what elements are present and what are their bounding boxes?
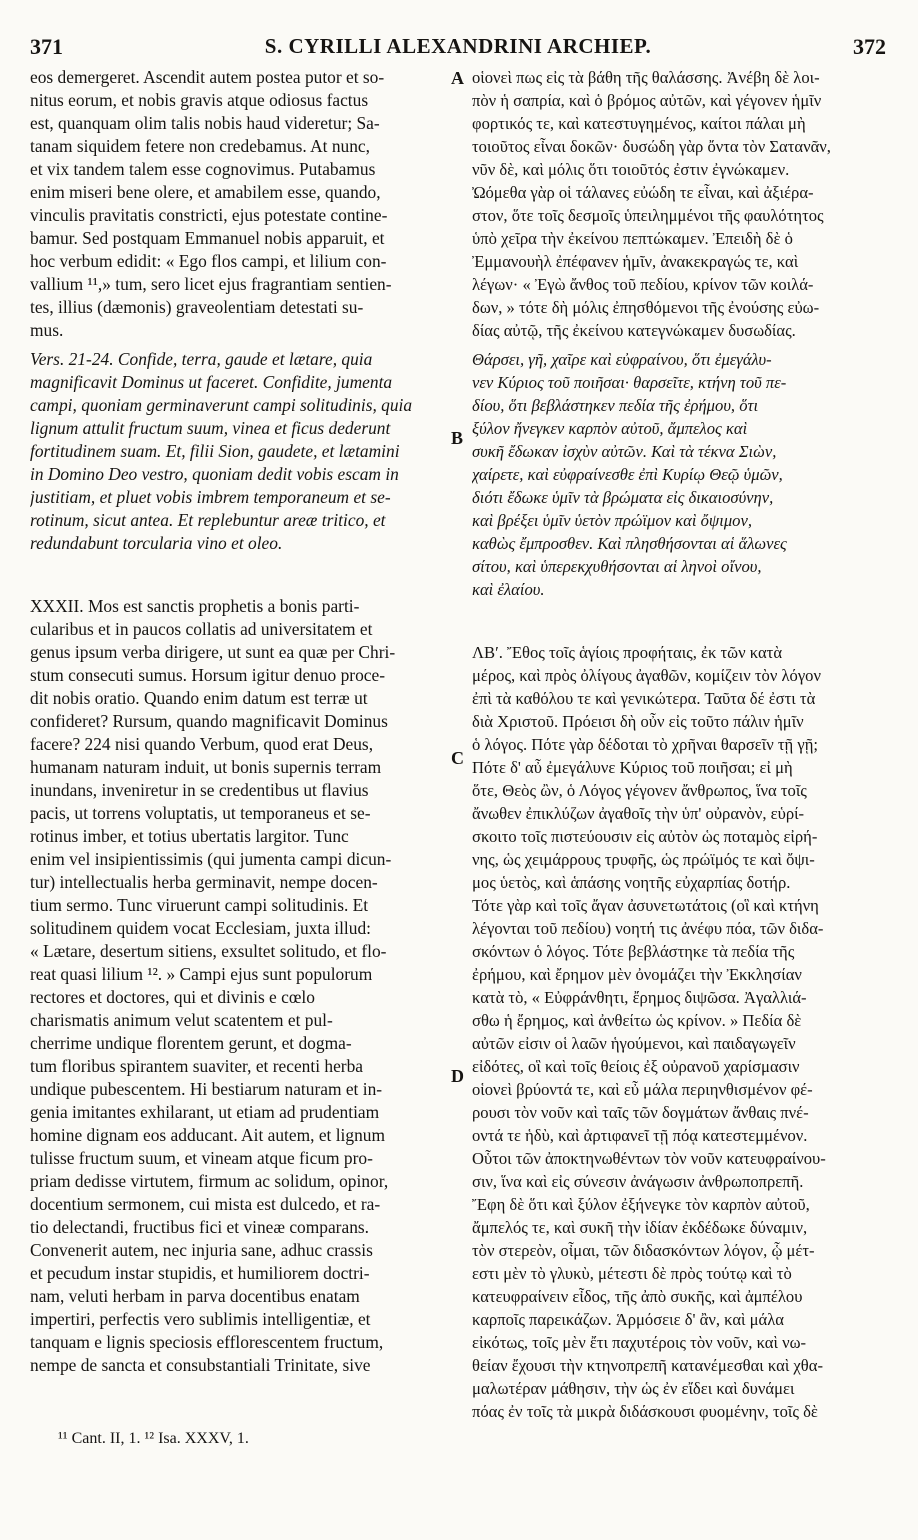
text-line: εἰκότως, τοῖς μὲν ἔτι παχυτέροις τὸν νοῦν, καὶ νω- xyxy=(472,1333,807,1352)
text-line: hoc verbum edidit: « Ego flos campi, et lilium con- xyxy=(30,251,387,271)
text-line: stum consecuti sumus. Horsum igitur denuo proce- xyxy=(30,665,386,685)
text-line: Vers. 21-24. Confide, terra, gaude et lætare, quia xyxy=(30,349,373,369)
text-line: Ἐμμανουὴλ ἐπέφανεν ἡμῖν, ἀνακεκραγώς τε, καὶ xyxy=(472,252,799,271)
text-line: rotinus imber, et totius ubertatis largitor. Tunc xyxy=(30,826,349,846)
text-line: εἰδότες, οἳ καὶ τοῖς θείοις ἐξ οὐρανοῦ χαρίσμασιν xyxy=(472,1057,800,1076)
text-line: mus. xyxy=(30,320,64,340)
text-line: συκῆ ἔδωκαν ἰσχὺν αὐτῶν. Καὶ τὰ τέκνα Σιὼν, xyxy=(472,442,777,461)
text-line: στον, ὅτε τοῖς δεσμοῖς ὑπειλημμένοι τῆς φαυλότητος xyxy=(472,206,824,225)
text-line: genia imitantes exhilarant, ut etiam ad prudentiam xyxy=(30,1102,380,1122)
text-line: οντά τε ἡδὺ, καὶ ἀρτιφανεῖ τῇ πόᾳ κατεστεμμένον. xyxy=(472,1126,808,1145)
text-line: « Lætare, desertum sitiens, exsultet solitudo, et flo- xyxy=(30,941,387,961)
text-line: nam, veluti herbam in parva docentibus enatam xyxy=(30,1286,360,1306)
text-line: tanam siquidem fetere non credebamus. At nunc, xyxy=(30,136,370,156)
text-line: homine dignam eos adducant. Ait autem, et lignum xyxy=(30,1125,385,1145)
text-line: Πότε δ' αὖ ἐμεγάλυνε Κύριος τοῦ ποιῆσαι; εἰ μὴ xyxy=(472,758,793,777)
text-line: νῦν δὲ, καὶ μόλις ὅτι τοιοῦτός ἐστιν ἐγνώκαμεν. xyxy=(472,160,790,179)
text-line: ΛΒʹ. Ἔθος τοῖς ἁγίοις προφήταις, ἐκ τῶν κατὰ xyxy=(472,643,783,662)
text-line: καθὼς ἔμπροσθεν. Καὶ πλησθήσονται αἱ ἅλωνες xyxy=(472,534,787,553)
text-line: σίτου, καὶ ὑπερεκχυθήσονται αἱ ληνοὶ οἴνου, xyxy=(472,557,762,576)
footnote: ¹¹ Cant. II, 1. ¹² Isa. XXXV, 1. xyxy=(58,1430,249,1447)
text-line: rotinum, sicut antea. Et replebuntur areæ tritico, et xyxy=(30,510,386,530)
text-line: inundans, inveniretur in se credentibus ut flavius xyxy=(30,780,369,800)
text-line: Ἔφη δὲ ὅτι καὶ ξύλον ἐξήνεγκε τὸν καρπὸν αὐτοῦ, xyxy=(472,1195,810,1214)
text-line: σθω ἡ ἔρημος, καὶ ἀνθείτω ὡς κρίνον. » Πεδία δὲ xyxy=(472,1011,802,1030)
text-line: priam dedisse virtutem, firmum ac solidum, opinor, xyxy=(30,1171,389,1191)
text-line: δίου, ὅτι βεβλάστηκεν πεδία τῆς ἐρήμου, ὅτι xyxy=(472,396,759,415)
text-line: charismatis animum velut scatentem et pul- xyxy=(30,1010,333,1030)
text-line: νεν Κύριος τοῦ ποιῆσαι· θαρσεῖτε, κτήνη τοῦ πε- xyxy=(472,373,787,392)
text-line: ἄνωθεν ἐπικλύζων ἀγαθοῖς τὴν ὑπ' οὐρανὸν, εὑρί- xyxy=(472,804,805,823)
text-line: φορτικός τε, καὶ κατεστυγημένος, καίτοι πάλαι μὴ xyxy=(472,114,806,133)
text-line: θείαν ἔχουσι τὴν κτηνοπρεπῆ κατανέμεσθαι καὶ χθα- xyxy=(472,1356,823,1375)
text-line: σιν, ἵνα καὶ εἰς σύνεσιν ἀνάγωσιν ἀνθρωποπρεπῆ. xyxy=(472,1172,804,1191)
text-line: ρουσι τὸν νοῦν καὶ ταῖς τῶν δογμάτων ἄνθαις πνέ- xyxy=(472,1103,809,1122)
text-line: ὑπὸ χεῖρα τὴν ἐκείνου πεπτώκαμεν. Ἐπειδὴ δὲ ὁ xyxy=(472,229,793,248)
text-line: Οὗτοι τῶν ἀποκτηνωθέντων τὸν νοῦν κατευφραίνου- xyxy=(472,1149,826,1168)
text-line: λέγων· « Ἐγὼ ἄνθος τοῦ πεδίου, κρίνον τῶν κοιλά- xyxy=(472,275,814,294)
text-line: εστι μὲν τὸ γλυκὺ, μέτεστι δὲ πρὸς τούτῳ καὶ τὸ xyxy=(472,1264,792,1283)
text-line: vallium ¹¹,» tum, sero licet ejus fragrantiam sentien- xyxy=(30,274,392,294)
text-line: solitudinem quidem vocat Ecclesiam, juxta illud: xyxy=(30,918,371,938)
text-line: tulisse fructum suum, et vineam atque ficum pro- xyxy=(30,1148,373,1168)
text-line: undique pubescentem. Hi bestiarum naturam et in- xyxy=(30,1079,383,1099)
text-line: redundabunt torcularia vino et oleo. xyxy=(30,533,283,553)
text-line: ἐπὶ τὰ καθόλου τε καὶ γενικώτερα. Ταῦτα δέ ἐστι τὰ xyxy=(472,689,816,708)
text-line: enim vel insipientissimis (qui jumenta campi dicun- xyxy=(30,849,392,869)
text-line: est, quanquam olim talis nobis haud videretur; Sa- xyxy=(30,113,380,133)
text-line: magnificavit Dominus ut faceret. Confidite, jumenta xyxy=(30,372,393,392)
text-line: Θάρσει, γῆ, χαῖρε καὶ εὐφραίνου, ὅτι ἐμεγάλυ- xyxy=(472,350,772,369)
text-line: facere? 224 nisi quando Verbum, quod erat Deus, xyxy=(30,734,374,754)
text-line: enim miseri bene olere, et amabilem esse, quando, xyxy=(30,182,381,202)
greek-paragraph-2 xyxy=(472,641,890,1423)
text-line: tanquam e lignis speciosis efflorescentem fructum, xyxy=(30,1332,384,1352)
text-line: confideret? Rursum, quando magnificavit Dominus xyxy=(30,711,388,731)
text-line: πὸν ἡ σαπρία, καὶ ὁ βρόμος αὐτῶν, καὶ γέγονεν ἡμῖν xyxy=(472,91,822,110)
text-line: tes, illius (dæmonis) graveolentiam detestati su- xyxy=(30,297,364,317)
text-line: σκοιτο τοῖς πιστεύουσιν εἰς αὐτὸν ὡς ποταμὸς εἰρή- xyxy=(472,827,818,846)
page-header xyxy=(30,30,886,58)
text-line: in Domino Deo vestro, quoniam dedit vobis escam in xyxy=(30,464,399,484)
text-line: fortitudinem suam. Et, filii Sion, gaudete, et lætamini xyxy=(30,441,400,461)
text-line: dit nobis oratio. Quando enim datum est terræ ut xyxy=(30,688,368,708)
text-line: καὶ βρέξει ὑμῖν ὑετὸν πρώϊμον καὶ ὄψιμον, xyxy=(472,511,752,530)
text-line: tum floribus spirantem suaviter, et recenti herba xyxy=(30,1056,363,1076)
text-line: ἐρήμου, καὶ ἔρημον μὲν ὀνομάζει τὴν Ἐκκλησίαν xyxy=(472,965,802,984)
text-line: τοιοῦτος εἶναι δοκῶν· δυσώδη γὰρ ὄντα τὸν Σατανᾶν, xyxy=(472,137,831,156)
text-line: eos demergeret. Ascendit autem postea putor et so- xyxy=(30,67,385,87)
running-title: S. CYRILLI ALEXANDRINI ARCHIEP. xyxy=(264,34,652,58)
page-number-left: 371 xyxy=(30,34,63,59)
text-line: χαίρετε, καὶ εὐφραίνεσθε ἐπὶ Κυρίῳ Θεῷ ὑμῶν, xyxy=(472,465,783,484)
text-line: ξύλον ἤνεγκεν καρπὸν αὐτοῦ, ἄμπελος καὶ xyxy=(472,419,748,438)
text-line: ἄμπελός τε, καὶ συκῆ τὴν ἰδίαν ἐκδέδωκε δύναμιν, xyxy=(472,1218,808,1237)
text-line: κατευφραίνειν εἶδος, τῆς ἀπὸ συκῆς, καὶ ἀμπέλου xyxy=(472,1287,803,1306)
text-line: campi, quoniam germinaverunt campi solitudinis, quia xyxy=(30,395,413,415)
text-line: reat quasi lilium ¹². » Campi ejus sunt populorum xyxy=(30,964,373,984)
text-line: μαλωτέραν μάθησιν, τὴν ὡς ἐν εἴδει καὶ δυνάμει xyxy=(472,1379,795,1398)
text-line: κατὰ τὸ, « Εὐφράνθητι, ἔρημος διψῶσα. Ἀγαλλιά- xyxy=(472,988,807,1007)
margin-letter-c: C xyxy=(451,748,464,768)
text-line: humanam naturam induit, ut bonis supernis terram xyxy=(30,757,382,777)
text-line: διότι ἔδωκε ὑμῖν τὰ βρώματα εἰς δικαιοσύνην, xyxy=(472,488,774,507)
text-line: δων, » τότε δὴ μόλις ἐπησθόμενοι τῆς ἐνούσης εὐω- xyxy=(472,298,820,317)
text-line: σκόντων ὁ λόγος. Τότε βεβλάστηκε τὰ πεδία τῆς xyxy=(472,942,795,961)
text-line: cherrime undique florentem gerunt, et dogma- xyxy=(30,1033,352,1053)
text-line: rectores et doctores, qui et divinis e cœlo xyxy=(30,987,315,1007)
text-line: tio delectandi, fructibus fici et vineæ comparans. xyxy=(30,1217,370,1237)
text-line: οἱονεὶ πως εἰς τὰ βάθη τῆς θαλάσσης. Ἀνέβη δὲ λοι- xyxy=(472,68,820,87)
latin-verse-block xyxy=(30,348,448,555)
text-line: genus ipsum verba dirigere, ut sunt ea quæ per Chri- xyxy=(30,642,396,662)
text-line: impertiri, perfectis vero sublimis intelligentiæ, et xyxy=(30,1309,371,1329)
greek-paragraph-1 xyxy=(472,66,890,342)
text-line: et pecudum instar stupidis, et humiliorem doctri- xyxy=(30,1263,370,1283)
margin-letter-d: D xyxy=(451,1066,464,1086)
greek-column xyxy=(472,66,890,1423)
text-line: XXXII. Mos est sanctis prophetis a bonis parti- xyxy=(30,596,360,616)
text-line: docentium sermonem, cui mista est dulcedo, et ra- xyxy=(30,1194,381,1214)
text-line: nempe de sancta et consubstantiali Trinitate, sive xyxy=(30,1355,371,1375)
text-line: et vix tandem talem esse cognovimus. Putabamus xyxy=(30,159,376,179)
text-line: vinculis pravitatis constricti, ejus potestate contine- xyxy=(30,205,388,225)
text-line: pacis, ut torrens voluptatis, ut temporaneus et se- xyxy=(30,803,371,823)
text-line: Convenerit autem, nec injuria sane, adhuc crassis xyxy=(30,1240,373,1260)
margin-letter-a: A xyxy=(451,68,464,88)
latin-paragraph-2 xyxy=(30,595,448,1377)
page-number-right: 372 xyxy=(853,34,886,59)
latin-paragraph-1 xyxy=(30,66,448,342)
text-line: μος ὑετὸς, καὶ ἁπάσης νοητῆς εὐχαρπίας δοτήρ. xyxy=(472,873,791,892)
text-line: lignum attulit fructum suum, vinea et ficus dederunt xyxy=(30,418,391,438)
text-line: justitiam, et pluet vobis imbrem temporaneum et se- xyxy=(30,487,391,507)
text-line: πόας ἐν τοῖς τὰ μικρὰ διδάσκουσι φυομένην, τοῖς δὲ xyxy=(472,1402,818,1421)
text-line: tium sermo. Tunc viruerunt campi solitudinis. Et xyxy=(30,895,369,915)
text-line: αὐτῶν εἰσιν οἱ λαῶν ἡγούμενοι, καὶ παιδαγωγεῖν xyxy=(472,1034,796,1053)
text-line: Ὠόμεθα γὰρ οἱ τάλανες εὐώδη τε εἶναι, καὶ ἀξιέρα- xyxy=(472,183,814,202)
text-line: καρποῖς παρεικάζων. Ἁρμόσειε δ' ἂν, καὶ μάλα xyxy=(472,1310,784,1329)
latin-column xyxy=(30,66,448,1377)
text-line: Τότε γὰρ καὶ τοῖς ἄγαν ἀσυνετωτάτοις (οἳ καὶ κτήνη xyxy=(472,896,819,915)
text-line: διὰ Χριστοῦ. Πρόεισι δὴ οὖν εἰς τοῦτο πάλιν ἡμῖν xyxy=(472,712,804,731)
text-line: μέρος, καὶ πρὸς ὀλίγους ἀγαθῶν, κομίζειν τὸν λόγον xyxy=(472,666,821,685)
text-line: ὅτε, Θεὸς ὢν, ὁ Λόγος γέγονεν ἄνθρωπος, ἵνα τοῖς xyxy=(472,781,807,800)
greek-verse-block xyxy=(472,348,890,601)
text-line: νης, ὡς χειμάρρους τρυφῆς, ὡς πρώϊμός τε καὶ ὄψι- xyxy=(472,850,815,869)
text-line: bamur. Sed postquam Emmanuel nobis apparuit, et xyxy=(30,228,385,248)
text-line: cularibus et in paucos collatis ad universitatem et xyxy=(30,619,373,639)
text-line: δίας αὐτῷ, τῆς ἐκείνου κατεγνώκαμεν δυσωδίας. xyxy=(472,321,796,340)
text-line: ὁ λόγος. Πότε γὰρ δέδοται τὸ χρῆναι θαρσεῖν τῇ γῇ; xyxy=(472,735,818,754)
text-line: λέγονται τοῦ πεδίου) νοητή τις ἀνέφυ πόα, τῶν διδα- xyxy=(472,919,824,938)
text-line: τὸν στερεὸν, οἶμαι, τῶν διδασκόντων λόγον, ᾧ μέτ- xyxy=(472,1241,815,1260)
text-line: nitus eorum, et nobis gravis atque odiosus factus xyxy=(30,90,369,110)
text-line: καὶ ἐλαίου. xyxy=(472,580,545,599)
text-line: οἱονεὶ βρύοντά τε, καὶ εὖ μάλα περιηνθισμένον φέ- xyxy=(472,1080,813,1099)
margin-letter-b: B xyxy=(451,428,464,448)
text-line: tur) intellectualis herba germinavit, nempe docen- xyxy=(30,872,378,892)
